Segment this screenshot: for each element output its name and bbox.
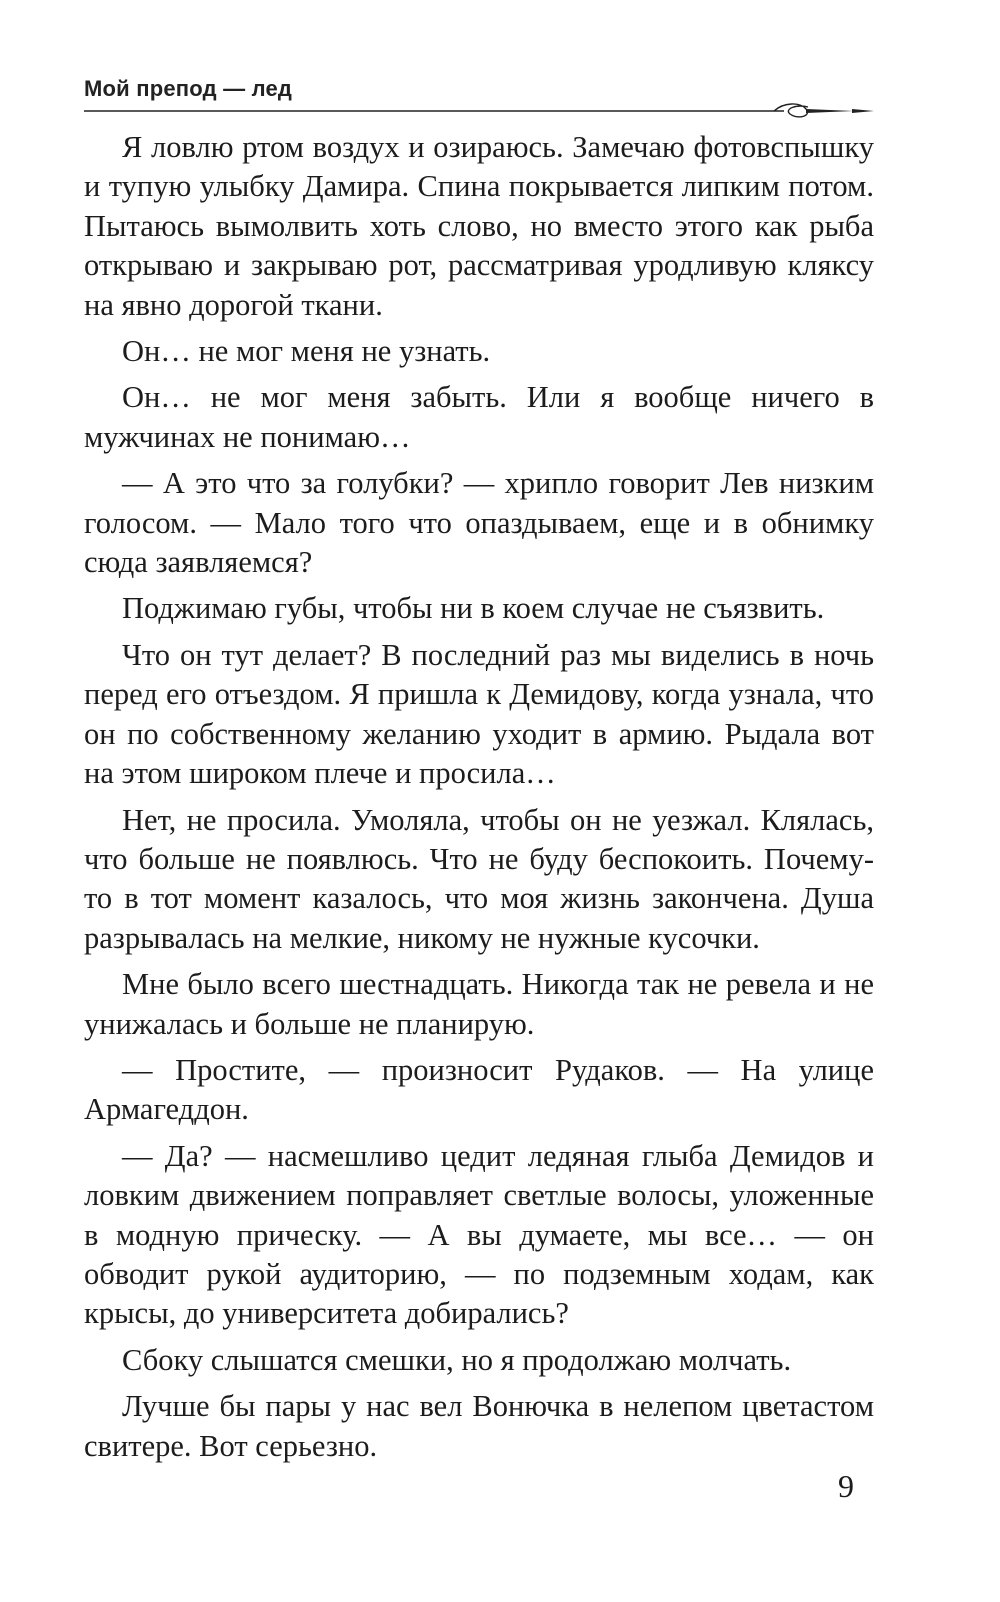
paragraph: Сбоку слышатся смешки, но я продолжаю молчать. (122, 1342, 792, 1377)
paragraph: Мне было всего шестнадцать. Никогда так не ревела и не унижалась и больше не планирую. (84, 967, 874, 1041)
paragraph: Он… не мог меня не узнать. (122, 334, 491, 369)
paragraph: Поджимаю губы, чтобы ни в коем случае не съязвить. (122, 591, 825, 626)
paragraph: — Простите, — произносит Рудаков. — На улице Армагеддон. (84, 1052, 874, 1127)
page-number: 9 (838, 1468, 854, 1504)
paragraph: Он… не мог меня забыть. Или я вообще ничего в мужчинах не понимаю… (84, 380, 874, 454)
paragraph: — А это что за голубки? — хрипло говорит Лев низким голосом. — Мало того что опаздываем, еще и в обнимку сюда заявляемся? (84, 466, 874, 580)
header-rule-with-pen-flourish-icon (84, 100, 874, 122)
running-header-title: Мой препод — лед (84, 76, 293, 101)
paragraph: Что он тут делает? В последний раз мы виделись в ночь перед его отъездом. Я пришла к Демидову, когда узнала, что он по собственному желанию уходит в армию. Рыдала вот на этом широком плече и просила… (84, 637, 874, 791)
paragraph: Лучше бы пары у нас вел Вонючка в нелепом цветастом свитере. Вот серьезно. (84, 1389, 874, 1463)
paragraph: — Да? — насмешливо цедит ледяная глыба Демидов и ловким движением поправляет светлые волосы, уложенные в модную прическу. — А вы думаете, мы все… — он обводит рукой аудиторию, — по подземным ходам, как крысы, до университета добирались? (84, 1138, 874, 1331)
paragraph: Нет, не просила. Умоляла, чтобы он не уезжал. Клялась, что больше не появлюсь. Что не буду беспокоить. Почему-то в тот момент казалось, что моя жизнь закончена. Душа разрывалась на мелкие, никому не нужные кусочки. (84, 802, 874, 955)
paragraph: Я ловлю ртом воздух и озираюсь. Замечаю фотовспышку и тупую улыбку Дамира. Спина покрывается липким потом. Пытаюсь вымолвить хоть слово, но вместо этого как рыба открываю и закрываю рот, рассматривая уродливую кляксу на явно дорогой ткани. (84, 130, 874, 322)
body-text (84, 128, 874, 1466)
